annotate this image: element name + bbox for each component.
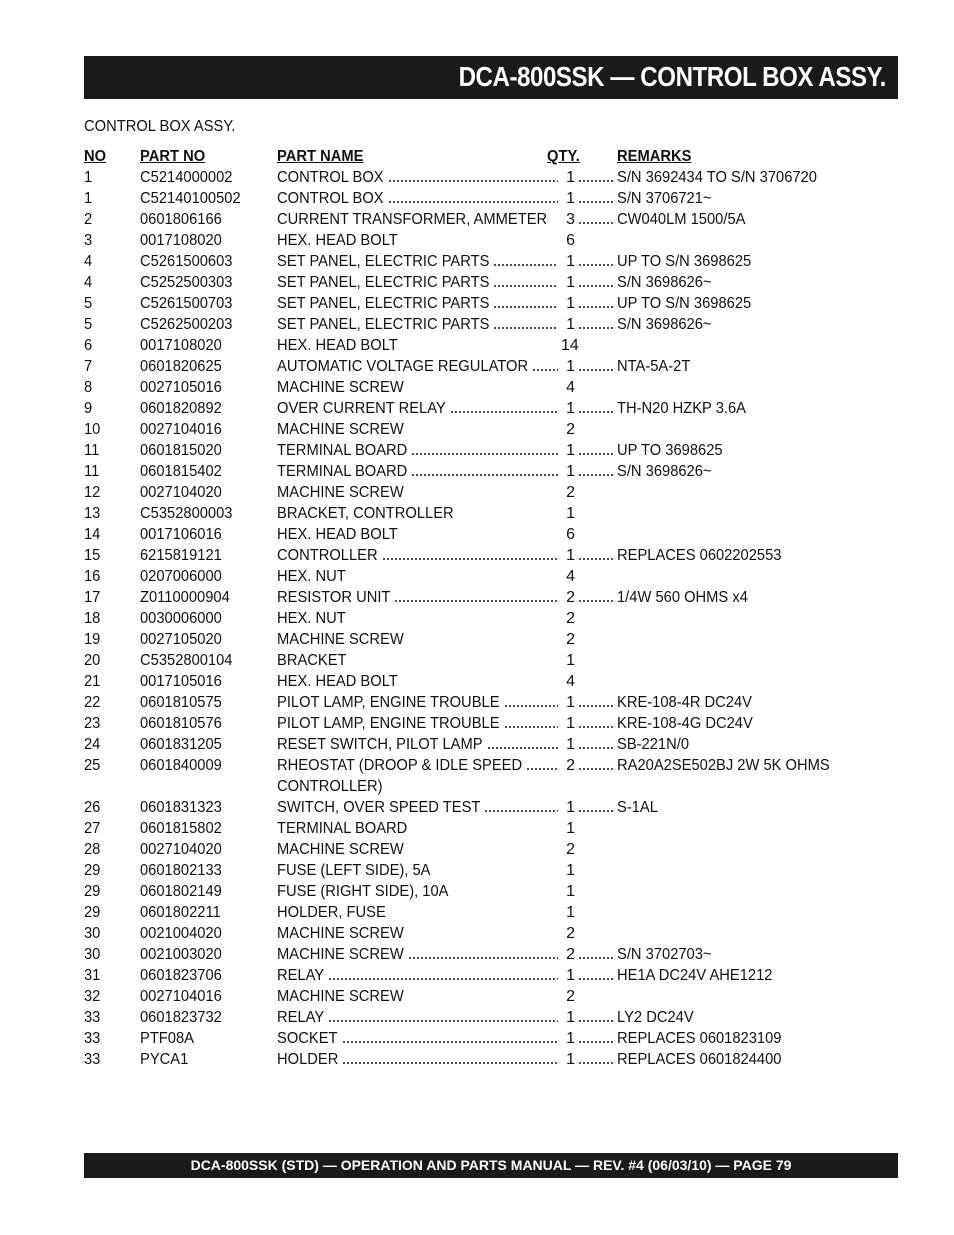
remarks-leader-dots bbox=[578, 705, 614, 707]
row-no: 12 bbox=[84, 484, 101, 501]
table-row bbox=[84, 818, 884, 839]
row-qty: 14 bbox=[561, 337, 579, 354]
row-qty: 4 bbox=[566, 379, 575, 396]
row-qty: 1 bbox=[566, 652, 575, 669]
row-remarks: TH-N20 HZKP 3.6A bbox=[617, 400, 746, 417]
row-part-name: CONTROL BOX bbox=[277, 169, 384, 186]
row-remarks: UP TO 3698625 bbox=[617, 442, 723, 459]
row-no: 10 bbox=[84, 421, 101, 438]
row-no: 1 bbox=[84, 169, 93, 186]
table-row bbox=[84, 587, 884, 608]
row-remarks: S/N 3702703~ bbox=[617, 946, 712, 963]
name-leader-dots bbox=[493, 327, 558, 329]
row-qty: 2 bbox=[566, 610, 575, 627]
table-row bbox=[84, 524, 884, 545]
row-part-name: HEX. HEAD BOLT bbox=[277, 337, 398, 354]
row-part-no: 0027104020 bbox=[140, 841, 222, 858]
table-row bbox=[84, 902, 884, 923]
row-part-name: HEX. HEAD BOLT bbox=[277, 673, 398, 690]
table-row bbox=[84, 167, 884, 188]
table-row bbox=[84, 881, 884, 902]
name-leader-dots bbox=[532, 369, 558, 371]
row-no: 29 bbox=[84, 904, 101, 921]
row-part-name: CONTROL BOX bbox=[277, 190, 384, 207]
row-part-name: HOLDER bbox=[277, 1051, 339, 1068]
row-part-no: 0207006000 bbox=[140, 568, 222, 585]
remarks-leader-dots bbox=[578, 285, 614, 287]
row-part-no: 0601815802 bbox=[140, 820, 222, 837]
table-row bbox=[84, 503, 884, 524]
row-no: 19 bbox=[84, 631, 101, 648]
remarks-leader-dots bbox=[578, 327, 614, 329]
row-no: 24 bbox=[84, 736, 101, 753]
row-qty: 2 bbox=[566, 925, 575, 942]
remarks-leader-dots bbox=[578, 1062, 614, 1064]
row-no: 1 bbox=[84, 190, 93, 207]
row-part-name: FUSE (LEFT SIDE), 5A bbox=[277, 862, 431, 879]
name-leader-dots bbox=[484, 810, 558, 812]
row-no: 32 bbox=[84, 988, 101, 1005]
row-remarks: S/N 3692434 TO S/N 3706720 bbox=[617, 169, 817, 186]
remarks-leader-dots bbox=[578, 957, 614, 959]
row-part-name: MACHINE SCREW bbox=[277, 988, 404, 1005]
name-leader-dots bbox=[408, 957, 558, 959]
row-part-no: 0027105020 bbox=[140, 631, 222, 648]
remarks-leader-dots bbox=[578, 369, 614, 371]
row-no: 11 bbox=[84, 463, 100, 480]
row-part-no: 0601810575 bbox=[140, 694, 222, 711]
row-qty: 1 bbox=[566, 862, 575, 879]
row-part-name: AUTOMATIC VOLTAGE REGULATOR bbox=[277, 358, 529, 375]
row-qty: 1 bbox=[566, 400, 575, 417]
row-no: 15 bbox=[84, 547, 101, 564]
row-part-name: SET PANEL, ELECTRIC PARTS bbox=[277, 316, 490, 333]
remarks-leader-dots bbox=[578, 222, 614, 224]
row-qty: 6 bbox=[566, 526, 575, 543]
table-row bbox=[84, 482, 884, 503]
row-part-no: 0021003020 bbox=[140, 946, 222, 963]
row-qty: 2 bbox=[566, 589, 575, 606]
row-part-no: 0601820625 bbox=[140, 358, 222, 375]
row-part-name: BRACKET, CONTROLLER bbox=[277, 505, 454, 522]
row-part-name: RESET SWITCH, PILOT LAMP bbox=[277, 736, 483, 753]
row-remarks: REPLACES 0602202553 bbox=[617, 547, 782, 564]
row-part-no: 0021004020 bbox=[140, 925, 222, 942]
row-qty: 1 bbox=[566, 1051, 575, 1068]
row-part-name: SET PANEL, ELECTRIC PARTS bbox=[277, 253, 490, 270]
table-row bbox=[84, 1049, 884, 1070]
table-row bbox=[84, 314, 884, 335]
row-no: 33 bbox=[84, 1009, 101, 1026]
row-part-name: PILOT LAMP, ENGINE TROUBLE bbox=[277, 715, 500, 732]
row-part-name: BRACKET bbox=[277, 652, 347, 669]
row-part-no: 0601806166 bbox=[140, 211, 222, 228]
row-no: 30 bbox=[84, 925, 101, 942]
row-remarks: SB-221N/0 bbox=[617, 736, 690, 753]
row-no: 13 bbox=[84, 505, 101, 522]
row-part-no: 0017105016 bbox=[140, 673, 222, 690]
row-part-no: 0601820892 bbox=[140, 400, 222, 417]
row-no: 2 bbox=[84, 211, 93, 228]
table-row bbox=[84, 566, 884, 587]
table-row bbox=[84, 797, 884, 818]
row-remarks: HE1A DC24V AHE1212 bbox=[617, 967, 773, 984]
row-qty: 1 bbox=[566, 463, 575, 480]
row-part-name: PILOT LAMP, ENGINE TROUBLE bbox=[277, 694, 500, 711]
name-leader-dots bbox=[388, 201, 558, 203]
row-qty: 1 bbox=[566, 1030, 575, 1047]
remarks-leader-dots bbox=[578, 600, 614, 602]
row-qty: 1 bbox=[566, 253, 575, 270]
row-part-no: C52140100502 bbox=[140, 190, 241, 207]
row-part-no: 0027104020 bbox=[140, 484, 222, 501]
remarks-leader-dots bbox=[578, 453, 614, 455]
row-part-no: 0601831205 bbox=[140, 736, 222, 753]
footer-bar bbox=[84, 1153, 898, 1178]
name-leader-dots bbox=[487, 747, 558, 749]
row-part-no: C5352800003 bbox=[140, 505, 233, 522]
row-part-name: RHEOSTAT (DROOP & IDLE SPEED bbox=[277, 757, 523, 774]
row-no: 27 bbox=[84, 820, 101, 837]
name-leader-dots bbox=[493, 285, 558, 287]
row-qty: 1 bbox=[566, 295, 575, 312]
name-leader-dots bbox=[450, 411, 558, 413]
row-remarks: KRE-108-4G DC24V bbox=[617, 715, 753, 732]
row-remarks: S/N 3698626~ bbox=[617, 316, 712, 333]
row-remarks: S/N 3706721~ bbox=[617, 190, 712, 207]
header-no: NO bbox=[84, 148, 107, 165]
name-leader-dots bbox=[328, 1020, 558, 1022]
row-qty: 1 bbox=[566, 820, 575, 837]
table-row bbox=[84, 965, 884, 986]
row-qty: 1 bbox=[566, 316, 575, 333]
row-qty: 1 bbox=[566, 883, 575, 900]
row-part-no: 0601831323 bbox=[140, 799, 222, 816]
row-part-name: MACHINE SCREW bbox=[277, 484, 404, 501]
remarks-leader-dots bbox=[578, 201, 614, 203]
row-part-name-continued: CONTROLLER) bbox=[277, 778, 383, 795]
row-no: 25 bbox=[84, 757, 101, 774]
table-row bbox=[84, 188, 884, 209]
row-no: 4 bbox=[84, 274, 93, 291]
row-no: 33 bbox=[84, 1030, 101, 1047]
remarks-leader-dots bbox=[578, 264, 614, 266]
row-part-no: 0601802211 bbox=[140, 904, 221, 921]
row-part-no: PYCA1 bbox=[140, 1051, 189, 1068]
row-part-no: 0601802149 bbox=[140, 883, 222, 900]
header-remarks: REMARKS bbox=[617, 148, 692, 165]
table-row bbox=[84, 230, 884, 251]
table-row bbox=[84, 398, 884, 419]
remarks-leader-dots bbox=[578, 474, 614, 476]
row-part-name: MACHINE SCREW bbox=[277, 841, 404, 858]
table-row bbox=[84, 440, 884, 461]
row-qty: 1 bbox=[566, 799, 575, 816]
row-remarks: S/N 3698626~ bbox=[617, 463, 712, 480]
row-part-no: 0601802133 bbox=[140, 862, 222, 879]
row-part-name: HEX. NUT bbox=[277, 610, 346, 627]
table-row bbox=[84, 1028, 884, 1049]
header-qty: QTY. bbox=[547, 148, 580, 165]
name-leader-dots bbox=[328, 978, 558, 980]
row-qty: 1 bbox=[566, 967, 575, 984]
row-part-name: HEX. HEAD BOLT bbox=[277, 232, 398, 249]
row-part-name: FUSE (RIGHT SIDE), 10A bbox=[277, 883, 449, 900]
name-leader-dots bbox=[493, 306, 558, 308]
row-part-name: SOCKET bbox=[277, 1030, 338, 1047]
row-part-name: HOLDER, FUSE bbox=[277, 904, 386, 921]
row-remarks: UP TO S/N 3698625 bbox=[617, 295, 752, 312]
row-part-no: 0017106016 bbox=[140, 526, 222, 543]
table-row bbox=[84, 944, 884, 965]
row-part-no: 0017108020 bbox=[140, 232, 222, 249]
row-part-name: MACHINE SCREW bbox=[277, 379, 404, 396]
table-row bbox=[84, 419, 884, 440]
row-part-no: 0030006000 bbox=[140, 610, 222, 627]
table-row bbox=[84, 377, 884, 398]
row-no: 3 bbox=[84, 232, 93, 249]
row-no: 8 bbox=[84, 379, 93, 396]
row-remarks: NTA-5A-2T bbox=[617, 358, 691, 375]
remarks-leader-dots bbox=[578, 768, 614, 770]
table-row bbox=[84, 272, 884, 293]
row-remarks: REPLACES 0601824400 bbox=[617, 1051, 782, 1068]
row-qty: 2 bbox=[566, 757, 575, 774]
row-part-name: TERMINAL BOARD bbox=[277, 463, 408, 480]
remarks-leader-dots bbox=[578, 726, 614, 728]
row-no: 18 bbox=[84, 610, 101, 627]
row-part-name: RESISTOR UNIT bbox=[277, 589, 391, 606]
row-no: 5 bbox=[84, 295, 93, 312]
row-no: 28 bbox=[84, 841, 101, 858]
row-remarks: 1/4W 560 OHMS x4 bbox=[617, 589, 748, 606]
row-no: 4 bbox=[84, 253, 93, 270]
row-part-no: 0601823732 bbox=[140, 1009, 222, 1026]
row-part-no: 0601840009 bbox=[140, 757, 222, 774]
table-row bbox=[84, 293, 884, 314]
row-qty: 3 bbox=[566, 211, 575, 228]
row-part-name: SET PANEL, ELECTRIC PARTS bbox=[277, 274, 490, 291]
row-qty: 2 bbox=[566, 946, 575, 963]
table-row bbox=[84, 755, 884, 797]
name-leader-dots bbox=[504, 705, 558, 707]
name-leader-dots bbox=[411, 453, 558, 455]
row-qty: 1 bbox=[566, 736, 575, 753]
row-part-no: C5252500303 bbox=[140, 274, 233, 291]
row-qty: 4 bbox=[566, 568, 575, 585]
row-no: 7 bbox=[84, 358, 93, 375]
table-row bbox=[84, 713, 884, 734]
row-qty: 1 bbox=[566, 694, 575, 711]
table-row bbox=[84, 335, 884, 356]
name-leader-dots bbox=[342, 1041, 558, 1043]
row-qty: 1 bbox=[566, 169, 575, 186]
row-qty: 1 bbox=[566, 715, 575, 732]
remarks-leader-dots bbox=[578, 1041, 614, 1043]
row-part-name: MACHINE SCREW bbox=[277, 421, 404, 438]
row-qty: 1 bbox=[566, 505, 575, 522]
row-part-no: Z0110000904 bbox=[140, 589, 230, 606]
table-row bbox=[84, 986, 884, 1007]
title-bar bbox=[84, 56, 898, 99]
name-leader-dots bbox=[394, 600, 558, 602]
row-qty: 2 bbox=[566, 988, 575, 1005]
row-part-no: 0601815020 bbox=[140, 442, 222, 459]
table-row bbox=[84, 545, 884, 566]
row-qty: 1 bbox=[566, 547, 575, 564]
row-part-name: OVER CURRENT RELAY bbox=[277, 400, 446, 417]
name-leader-dots bbox=[493, 264, 558, 266]
table-row bbox=[84, 860, 884, 881]
row-no: 17 bbox=[84, 589, 101, 606]
row-no: 33 bbox=[84, 1051, 101, 1068]
row-no: 26 bbox=[84, 799, 101, 816]
table-header bbox=[84, 146, 884, 167]
table-row bbox=[84, 734, 884, 755]
table-row bbox=[84, 692, 884, 713]
row-part-no: 0027104016 bbox=[140, 988, 222, 1005]
row-part-no: 0017108020 bbox=[140, 337, 222, 354]
row-part-no: 0027105016 bbox=[140, 379, 222, 396]
row-part-name: RELAY bbox=[277, 967, 325, 984]
table-row bbox=[84, 461, 884, 482]
name-leader-dots bbox=[388, 180, 558, 182]
row-no: 6 bbox=[84, 337, 93, 354]
table-row bbox=[84, 209, 884, 230]
table-row bbox=[84, 671, 884, 692]
row-remarks: CW040LM 1500/5A bbox=[617, 211, 746, 228]
remarks-leader-dots bbox=[578, 306, 614, 308]
row-qty: 2 bbox=[566, 841, 575, 858]
table-body bbox=[84, 167, 884, 1070]
row-part-no: 0601815402 bbox=[140, 463, 222, 480]
table-row bbox=[84, 1007, 884, 1028]
remarks-leader-dots bbox=[578, 1020, 614, 1022]
row-remarks: LY2 DC24V bbox=[617, 1009, 694, 1026]
row-part-no: 0601810576 bbox=[140, 715, 222, 732]
row-no: 14 bbox=[84, 526, 101, 543]
header-part-no: PART NO bbox=[140, 148, 206, 165]
row-qty: 1 bbox=[566, 358, 575, 375]
row-no: 9 bbox=[84, 400, 93, 417]
footer-text: DCA-800SSK (STD) — OPERATION AND PARTS MANUAL — REV. #4 (06/03/10) — PAGE 79 bbox=[190, 1157, 792, 1173]
row-qty: 1 bbox=[566, 904, 575, 921]
table-row bbox=[84, 923, 884, 944]
row-part-name: RELAY bbox=[277, 1009, 325, 1026]
row-part-name: SWITCH, OVER SPEED TEST bbox=[277, 799, 481, 816]
row-part-name: CONTROLLER bbox=[277, 547, 378, 564]
table-row bbox=[84, 650, 884, 671]
remarks-leader-dots bbox=[578, 978, 614, 980]
row-part-no: C5352800104 bbox=[140, 652, 233, 669]
row-part-no: 0027104016 bbox=[140, 421, 222, 438]
row-part-no: C5214000002 bbox=[140, 169, 233, 186]
row-part-no: C5262500203 bbox=[140, 316, 233, 333]
row-part-name: MACHINE SCREW bbox=[277, 631, 404, 648]
remarks-leader-dots bbox=[578, 180, 614, 182]
row-no: 29 bbox=[84, 862, 101, 879]
row-qty: 2 bbox=[566, 421, 575, 438]
name-leader-dots bbox=[504, 726, 558, 728]
row-remarks: KRE-108-4R DC24V bbox=[617, 694, 752, 711]
remarks-leader-dots bbox=[578, 558, 614, 560]
row-remarks: UP TO S/N 3698625 bbox=[617, 253, 752, 270]
row-qty: 4 bbox=[566, 673, 575, 690]
page-title: DCA-800SSK — CONTROL BOX ASSY. bbox=[458, 61, 886, 92]
section-label: CONTROL BOX ASSY. bbox=[84, 118, 236, 135]
row-qty: 2 bbox=[566, 631, 575, 648]
name-leader-dots bbox=[342, 1062, 558, 1064]
row-part-name: CURRENT TRANSFORMER, AMMETER bbox=[277, 211, 548, 228]
name-leader-dots bbox=[526, 768, 558, 770]
row-remarks: S-1AL bbox=[617, 799, 658, 816]
row-part-name: HEX. NUT bbox=[277, 568, 346, 585]
row-part-no: C5261500603 bbox=[140, 253, 233, 270]
row-no: 31 bbox=[84, 967, 101, 984]
row-part-name: SET PANEL, ELECTRIC PARTS bbox=[277, 295, 490, 312]
row-no: 23 bbox=[84, 715, 101, 732]
remarks-leader-dots bbox=[578, 810, 614, 812]
row-qty: 2 bbox=[566, 484, 575, 501]
table-row bbox=[84, 629, 884, 650]
row-no: 29 bbox=[84, 883, 101, 900]
row-qty: 6 bbox=[566, 232, 575, 249]
row-no: 5 bbox=[84, 316, 93, 333]
row-part-no: PTF08A bbox=[140, 1030, 194, 1047]
name-leader-dots bbox=[411, 474, 558, 476]
table-row bbox=[84, 356, 884, 377]
row-part-name: HEX. HEAD BOLT bbox=[277, 526, 398, 543]
row-no: 22 bbox=[84, 694, 101, 711]
remarks-leader-dots bbox=[578, 411, 614, 413]
table-row bbox=[84, 839, 884, 860]
row-part-no: C5261500703 bbox=[140, 295, 233, 312]
row-part-name: MACHINE SCREW bbox=[277, 946, 404, 963]
row-no: 30 bbox=[84, 946, 101, 963]
row-remarks: RA20A2SE502BJ 2W 5K OHMS bbox=[617, 757, 830, 774]
row-no: 16 bbox=[84, 568, 101, 585]
name-leader-dots bbox=[382, 558, 558, 560]
row-qty: 1 bbox=[566, 1009, 575, 1026]
table-row bbox=[84, 608, 884, 629]
row-remarks: S/N 3698626~ bbox=[617, 274, 712, 291]
row-part-no: 6215819121 bbox=[140, 547, 222, 564]
header-part-name: PART NAME bbox=[277, 148, 364, 165]
row-qty: 1 bbox=[566, 190, 575, 207]
row-qty: 1 bbox=[566, 274, 575, 291]
remarks-leader-dots bbox=[578, 747, 614, 749]
row-part-name: TERMINAL BOARD bbox=[277, 820, 408, 837]
parts-table bbox=[84, 146, 884, 1070]
row-no: 20 bbox=[84, 652, 101, 669]
row-no: 21 bbox=[84, 673, 101, 690]
row-no: 11 bbox=[84, 442, 100, 459]
row-part-no: 0601823706 bbox=[140, 967, 222, 984]
row-part-name: TERMINAL BOARD bbox=[277, 442, 408, 459]
table-row bbox=[84, 251, 884, 272]
row-remarks: REPLACES 0601823109 bbox=[617, 1030, 782, 1047]
row-qty: 1 bbox=[566, 442, 575, 459]
row-part-name: MACHINE SCREW bbox=[277, 925, 404, 942]
